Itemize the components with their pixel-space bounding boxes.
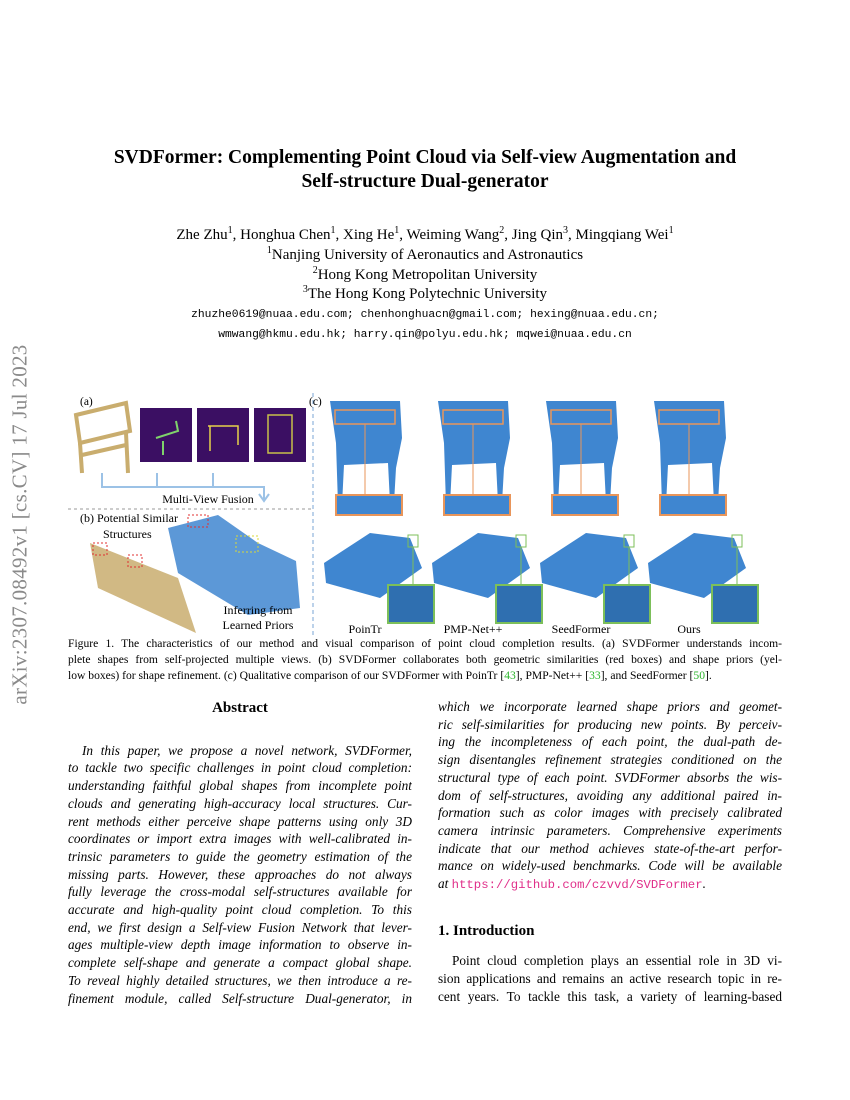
paper-title [0,146,850,194]
text-line: accurate and high-quality point cloud completion. To this [68,902,412,918]
author-affiliation-mark: 1 [394,225,400,236]
text-line: sign disentangles refinement strategies conditioned on the [438,752,782,768]
text-line: ing the incompleteness of each point, the dual-path de- [438,734,782,750]
emails-line: wmwang@hkmu.edu.hk; harry.qin@polyu.edu.hk; mqwei@nuaa.edu.cn [218,329,632,341]
citation-link[interactable]: 33 [589,669,601,682]
label-b: (b) Potential Similar [80,511,178,525]
text-line: which we incorporate learned shape priors and geomet- [438,699,782,714]
method-label: SeedFormer [551,622,611,636]
affiliation [0,285,850,305]
text-line: formation such as color images with precisely calibrated [438,805,782,821]
orange-zoom-inset [660,495,726,515]
text-line: sion applications and remains an active research topic in re- [438,971,782,987]
green-zoom-inset [604,585,650,623]
abstract-line [438,875,782,895]
author-affiliation-mark: 3 [563,225,568,236]
text-line: end, we first design a Self-view Fusion Network that lever- [68,919,412,935]
caption-line: Figure 1. The characteristics of our method and visual comparison of point cloud completion results. (a) SVDFormer understands incom- [68,637,782,650]
label-a: (a) [80,396,93,408]
text-line: missing parts. However, these approaches do not always [68,866,412,882]
text-line: ric self-similarities for producing new points. By perceiv- [438,716,782,732]
text-line: structural type of each point. SVDFormer absorbs the wis- [438,769,782,785]
title-line: Self-structure Dual-generator [301,171,549,192]
method-label: PoinTr [348,622,382,636]
text-line: To reveal highly detailed structures, we then introduce a re- [68,972,412,988]
affiliation [0,246,850,266]
multi-view-fusion-label: Multi-View Fusion [162,492,254,506]
author-name: Weiming Wang [406,227,500,243]
affiliation [0,266,850,286]
affiliation-mark: 1 [266,245,272,256]
citation-link[interactable]: 43 [504,669,516,682]
text-line: dom of self-structures, avoiding any additional paired in- [438,787,782,803]
orange-zoom-inset [336,495,402,515]
author-name: Honghua Chen [240,227,331,243]
beige-chair-pointcloud [76,403,130,473]
text-line: camera intrinsic parameters. Comprehensive experiments [438,822,782,838]
caption-text: low boxes) for shape refinement. (c) Qualitative comparison of our SVDFormer with PoinTr [ [68,669,505,682]
affiliation-name: The Hong Kong Polytechnic University [307,286,548,302]
text-line: coordinates or import extra images with well-calibrated in- [68,831,412,847]
figure-1 [68,393,782,636]
green-zoom-inset [388,585,434,623]
method-label: PMP-Net++ [443,622,503,636]
emails-line: zhuzhe0619@nuaa.edu.com; chenhonghuacn@gmail.com; hexing@nuaa.edu.cn; [191,309,659,321]
text-line: In this paper, we propose a novel network, SVDFormer, [82,742,412,758]
text-line: mance on widely-used benchmarks. Code will be available [438,858,782,874]
abstract-text: at [438,876,452,892]
text-line: to tackle two specific challenges in point cloud completion: [68,760,412,776]
author-affiliation-mark: 1 [668,225,674,236]
author-affiliation-mark: 1 [330,225,336,236]
caption-line [68,668,782,684]
author-name: Xing He [343,227,395,243]
caption-text: ], PMP-Net++ [ [515,669,590,682]
green-zoom-inset [712,585,758,623]
text-line: indicate that our method achieves state-of-the-art perfor- [438,840,782,856]
text-line: ages multiple-view depth image information to observe in- [68,937,412,953]
text-line: complete self-shape and generate a compact global shape. [68,955,412,971]
author-name: Mingqiang Wei [575,227,669,243]
blue-truck-pointcloud [168,515,300,615]
green-zoom-inset [496,585,542,623]
blue-desk-pointcloud [438,401,510,505]
author-affiliation-mark: 1 [227,225,233,236]
affiliation-mark: 3 [302,284,308,295]
right-column [438,698,782,1006]
affiliation-name: Hong Kong Metropolitan University [317,266,538,283]
caption-text: ], and SeedFormer [ [600,669,694,682]
title-line: SVDFormer: Complementing Point Cloud via Self-view Augmentation and [113,147,737,168]
method-label: Ours [677,622,701,636]
inferring-label: Learned Priors [222,618,294,632]
abstract-heading: Abstract [212,700,268,716]
abstract-text-right [438,698,782,875]
affiliation-mark: 2 [312,264,318,276]
author-name: Jing Qin [511,227,563,243]
text-line: Point cloud completion plays an essential role in 3D vi- [452,953,782,969]
citation-link[interactable]: 50 [693,669,706,682]
affiliations [0,246,850,305]
caption-line: plete shapes from self-projected multiple views. (b) SVDFormer collaborates both geometric similarities (red boxes) and shape priors (yel- [68,653,782,666]
depth-images [140,408,306,462]
code-link[interactable]: https://github.com/czvvd/SVDFormer [451,878,703,893]
inferring-label: Inferring from [223,603,293,617]
text-line: clouds and generating high-accuracy local structures. Cur- [68,795,412,811]
author-name: Zhe Zhu [176,227,228,243]
comparison-results [324,401,758,623]
blue-desk-pointcloud [546,401,618,505]
blue-desk-pointcloud [654,401,726,505]
affiliation-name: Nanjing University of Aeronautics and Astronautics [271,247,584,263]
authors: Zhe Zhu$^1$, Honghua Chen$^1$, Xing He$^1$, Weiming Wang$^2$, Jing Qin$^3$, Mingqiang Wei$^1$ [176,225,674,243]
text-line: rent methods either perceive shape patterns using only 3D [68,813,412,829]
text-line: cent years. To tackle this task, a variety of learning-based [438,988,782,1004]
label-b-line2: Structures [103,527,152,541]
text-line: understanding faithful global shapes from incomplete point [68,778,412,794]
abstract-text: . [702,876,706,892]
blue-desk-pointcloud [330,401,402,505]
author-affiliation-mark: 2 [499,225,505,236]
left-column [68,700,412,1007]
orange-zoom-inset [552,495,618,515]
figure-caption [68,636,782,684]
text-line: finement module, called Self-structure Dual-generator, in [68,990,412,1006]
text-line: fully leverage the cross-modal self-structures available for [68,884,412,900]
text-line: trinsic parameters to guide the geometry estimation of the [68,848,412,864]
introduction-heading: 1. Introduction [438,922,535,939]
orange-zoom-inset [444,495,510,515]
label-c: (c) [309,396,322,408]
caption-text: ]. [705,669,712,682]
arxiv-side-stamp: arXiv:2307.08492v1 [cs.CV] 17 Jul 2023 [7,344,32,705]
introduction-text [438,952,782,1005]
abstract-text-left [68,742,412,1008]
